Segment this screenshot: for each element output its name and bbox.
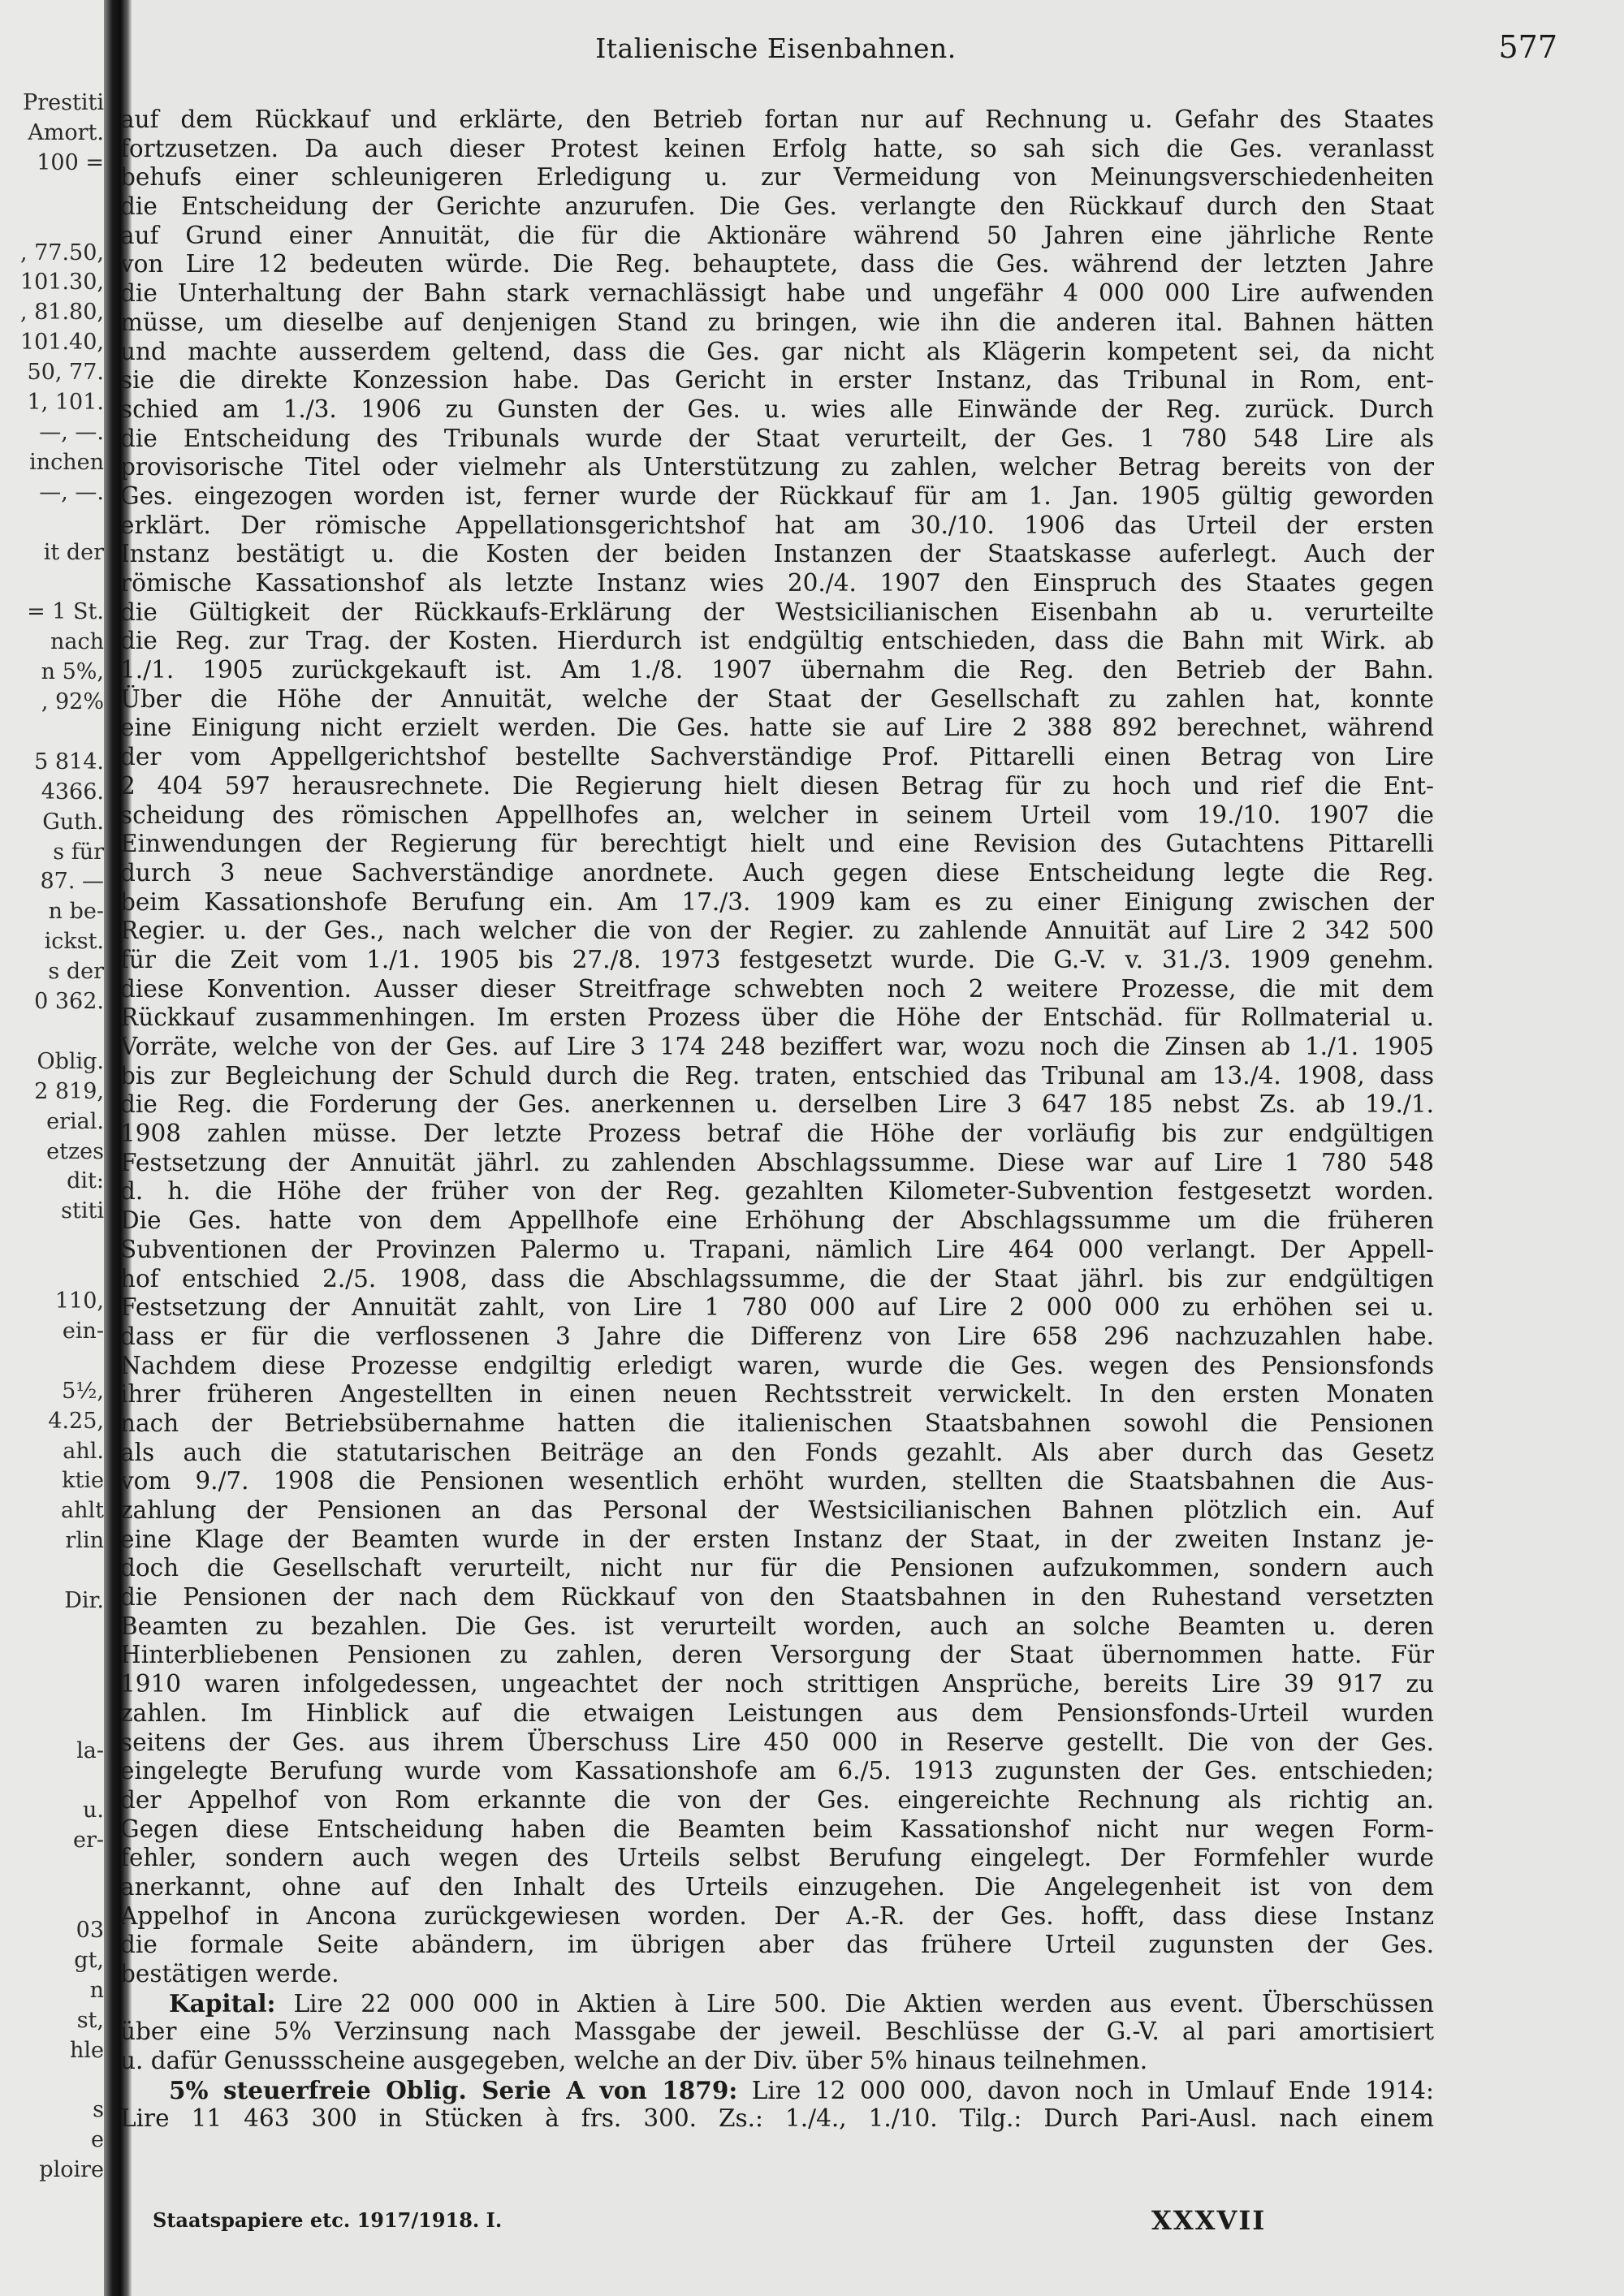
kapital-line (120, 1989, 1434, 2018)
body-text-line: behufs einer schleunigeren Erledigung u. zur Vermeidung von Meinungsverschiedenheiten (120, 163, 1434, 192)
body-text-line: 1908 zahlen müsse. Der letzte Prozess betraf die Höhe der vorläufig bis zur endgültigen (120, 1120, 1434, 1148)
strip-text-line: e (91, 2127, 104, 2153)
strip-text-line: erial. (46, 1108, 104, 1134)
body-text-line: 2 404 597 herausrechnete. Die Regierung hielt diesen Betrag für zu hoch und rief die Ent- (120, 771, 1434, 800)
body-text-line: der vom Appellgerichtshof bestellte Sachverständige Prof. Pittarelli einen Betrag von Lire (120, 743, 1434, 771)
body-text-line: hof entschied 2./5. 1908, dass die Abschlagssumme, die der Staat jährl. bis zur endgültigen (120, 1264, 1434, 1293)
strip-text-line: 5 814. (34, 749, 104, 775)
body-text-line: Rückkauf zusammenhingen. Im ersten Prozess über die Höhe der Entschäd. für Rollmaterial u. (120, 1003, 1434, 1032)
body-text-line: provisorische Titel oder vielmehr als Unterstützung zu zahlen, welcher Betrag bereits von der (120, 453, 1434, 481)
body-text-line: eine Einigung nicht erzielt werden. Die Ges. hatte sie auf Lire 2 388 892 berechnet, während (120, 714, 1434, 742)
page-footer (153, 2205, 1436, 2241)
body-text-line: anerkannt, ohne auf den Inhalt des Urteils einzugehen. Die Angelegenheit ist von dem (120, 1872, 1434, 1901)
body-text-line: die Unterhaltung der Bahn stark vernachlässigt habe und ungefähr 4 000 000 Lire aufwenden (120, 279, 1434, 308)
body-text-line: die formale Seite abändern, im übrigen aber das frühere Urteil zugunsten der Ges. (120, 1931, 1434, 1959)
strip-text-line: 50, 77. (27, 360, 104, 386)
strip-text-line: inchen (29, 449, 104, 475)
strip-text-line: u. (83, 1798, 104, 1823)
strip-text-line: s der (48, 959, 104, 985)
strip-text-line: 5½, (62, 1378, 104, 1404)
running-head: Italienische Eisenbahnen. (595, 32, 957, 64)
kapital-text-1: Lire 22 000 000 in Aktien à Lire 500. Die Aktien werden aus event. Überschüssen (293, 1989, 1434, 2018)
body-text-line: schied am 1./3. 1906 zu Gunsten der Ges. u. wies alle Einwände der Reg. zurück. Durch (120, 395, 1434, 423)
body-text-line: auf Grund einer Annuität, die für die Aktionäre während 50 Jahren eine jährliche Rente (120, 221, 1434, 249)
strip-text-line: ein- (62, 1318, 104, 1344)
body-text-line: Beamten zu bezahlen. Die Ges. ist verurteilt worden, auch an solche Beamten u. deren (120, 1612, 1434, 1640)
body-text-line: Vorräte, welche von der Ges. auf Lire 3 174 248 beziffert war, wozu noch die Zinsen ab 1./1. 1905 (120, 1033, 1434, 1060)
body-text-line: als auch die statutarischen Beiträge an den Fonds gezahlt. Als aber durch das Gesetz (120, 1438, 1434, 1466)
body-text-line: von Lire 12 bedeuten würde. Die Reg. behauptete, dass die Ges. während der letzten Jahre (120, 250, 1434, 278)
body-text-line: seitens der Ges. aus ihrem Überschuss Lire 450 000 in Reserve gestellt. Die von der Ges. (120, 1728, 1434, 1756)
strip-text-line: ahl. (63, 1438, 104, 1464)
body-text-line: nach der Betriebsübernahme hatten die italienischen Staatsbahnen sowohl die Pensionen (120, 1409, 1434, 1437)
body-text-line: diese Konvention. Ausser dieser Streitfrage schwebten noch 2 weitere Prozesse, die mit dem (120, 974, 1434, 1003)
body-text-line: dass er für die verflossenen 3 Jahre die Differenz von Lire 658 296 nachzuzahlen habe. (120, 1322, 1434, 1350)
body-text-line: durch 3 neue Sachverständige anordnete. Auch gegen diese Entscheidung legte die Reg. (120, 858, 1434, 887)
strip-text-line: Guth. (42, 809, 104, 835)
body-text-line: Nachdem diese Prozesse endgiltig erledigt waren, wurde die Ges. wegen des Pensionsfonds (120, 1351, 1434, 1379)
kapital-line: u. dafür Genussscheine ausgegeben, welche an der Div. über 5% hinaus teilnehmen. (120, 2047, 1148, 2075)
body-text-line: die Pensionen der nach dem Rückkauf von den Staatsbahnen in den Ruhestand versetzten (120, 1583, 1434, 1612)
body-text-line: der Appelhof von Rom erkannte die von der Ges. eingereichte Rechnung als richtig an. (120, 1785, 1434, 1814)
body-text-line: bis zur Begleichung der Schuld durch die Reg. traten, entschied das Tribunal am 13./4. 1908, dass (120, 1061, 1434, 1090)
body-text-line: eingelegte Berufung wurde vom Kassationshofe am 6./5. 1913 zugunsten der Ges. entschieden; (120, 1757, 1434, 1785)
kapital-label: Kapital: (169, 1988, 276, 2018)
strip-text-line: gt, (74, 1947, 104, 1973)
strip-text-line: stiti (61, 1198, 104, 1224)
body-text-line: Appelhof in Ancona zurückgewiesen worden. Der A.-R. der Ges. hofft, dass diese Instanz (120, 1901, 1434, 1930)
strip-text-line: ahlt (61, 1498, 104, 1524)
body-text-line: Einwendungen der Regierung für berechtigt hielt und eine Revision des Gutachtens Pittarelli (120, 830, 1434, 858)
body-text-line: bestätigen werde. (120, 1960, 339, 1987)
body-text-line: und machte ausserdem geltend, dass die Ges. gar nicht als Klägerin kompetent sei, da nicht (120, 337, 1434, 365)
strip-text-line: n 5%, (41, 659, 104, 685)
obligation-label: 5% steuerfreie Oblig. Serie A von 1879: (169, 2075, 738, 2104)
strip-text-line: —, —. (39, 419, 104, 445)
strip-text-line: 4.25, (48, 1408, 104, 1434)
strip-text-line: ickst. (44, 929, 104, 955)
footer-signature: Staatspapiere etc. 1917/1918. I. (153, 2208, 503, 2232)
body-text-line: vom 9./7. 1908 die Pensionen wesentlich erhöht wurden, stellten die Staatsbahnen die Aus- (120, 1467, 1434, 1495)
strip-text-line: 101.30, (19, 270, 104, 296)
strip-text-line: hle (69, 2037, 104, 2063)
body-text-line: sie die direkte Konzession habe. Das Gericht in erster Instanz, das Tribunal in Rom, ent- (120, 366, 1434, 395)
strip-text-line: n (89, 1977, 104, 2003)
strip-text-line: , 81.80, (19, 300, 104, 326)
strip-text-line: ktie (62, 1468, 104, 1494)
body-text-line: zahlen. Im Hinblick auf die etwaigen Leistungen aus dem Pensionsfonds-Urteil wurden (120, 1698, 1434, 1727)
body-text-line: Hinterbliebenen Pensionen zu zahlen, deren Versorgung der Staat übernommen hatte. Für (120, 1641, 1434, 1669)
body-text-line: Über die Höhe der Annuität, welche der Staat der Gesellschaft zu zahlen hat, konnte (120, 684, 1434, 713)
obligation-line (120, 2076, 1434, 2105)
strip-text-line: Dir. (64, 1588, 104, 1613)
strip-text-line: 100 = (37, 149, 104, 175)
body-text-line: zahlung der Pensionen an das Personal der Westsicilianischen Bahnen plötzlich ein. Auf (120, 1496, 1434, 1524)
strip-text-line: , 92% (41, 689, 104, 714)
body-text-line: die Entscheidung des Tribunals wurde der Staat verurteilt, der Ges. 1 780 548 Lire als (120, 424, 1434, 452)
body-text-line: Festsetzung der Annuität zahlt, von Lire 1 780 000 auf Lire 2 000 000 zu erhöhen sei u. (120, 1293, 1434, 1322)
strip-text-line: Prestiti (23, 90, 104, 115)
obligation-text-1: Lire 12 000 000, davon noch in Umlauf Ende 1914: (751, 2076, 1434, 2104)
sheet-number: XXXVII (1151, 2205, 1267, 2236)
body-text-line: d. h. die Höhe der früher von der Reg. gezahlten Kilometer-Subvention festgesetzt worden. (120, 1177, 1434, 1206)
body-text-line: müsse, um dieselbe auf denjenigen Stand zu bringen, wie ihn die anderen ital. Bahnen hätten (120, 308, 1434, 336)
strip-text-line: = 1 St. (27, 599, 104, 625)
strip-text-line: n be- (48, 899, 104, 925)
strip-text-line: ploire (39, 2157, 104, 2183)
strip-text-line: rlin (65, 1528, 104, 1554)
strip-text-line: 2 819, (34, 1078, 104, 1104)
body-text-line: 1910 waren infolgedessen, ungeachtet der noch strittigen Ansprüche, bereits Lire 39 917 zu (120, 1670, 1434, 1698)
strip-text-line: er- (72, 1828, 104, 1854)
strip-text-line: , 77.50, (19, 240, 104, 265)
body-text-line: die Entscheidung der Gerichte anzurufen. Die Ges. verlangte den Rückkauf durch den Staat (120, 192, 1434, 221)
body-text-line: erklärt. Der römische Appellationsgerichtshof hat am 30./10. 1906 das Urteil der ersten (120, 511, 1434, 539)
page-content (120, 0, 1606, 2296)
body-text (120, 106, 1434, 2134)
body-text-line: Subventionen der Provinzen Palermo u. Trapani, nämlich Lire 464 000 verlangt. Der Appell- (120, 1235, 1434, 1263)
strip-text-line: 101.40, (19, 330, 104, 356)
page-number: 577 (1498, 29, 1557, 65)
strip-text-line: 0 362. (34, 989, 104, 1014)
body-text-line: Ges. eingezogen worden ist, ferner wurde der Rückkauf für am 1. Jan. 1905 gültig geworden (120, 481, 1434, 510)
body-text-line: fehler, sondern auch wegen des Urteils selbst Berufung eingelegt. Der Formfehler wurde (120, 1844, 1434, 1872)
strip-text-line: 4366. (41, 779, 104, 805)
body-text-line: scheidung des römischen Appellhofes an, welcher in seinem Urteil vom 19./10. 1907 die (120, 801, 1434, 829)
body-text-line: Die Ges. hatte von dem Appellhofe eine Erhöhung der Abschlagssumme um die früheren (120, 1206, 1434, 1235)
body-text-line: 1./1. 1905 zurückgekauft ist. Am 1./8. 1907 übernahm die Reg. den Betrieb der Bahn. (120, 656, 1434, 684)
body-text-line: die Gültigkeit der Rückkaufs-Erklärung der Westsicilianischen Eisenbahn ab u. verurteilte (120, 598, 1434, 626)
body-text-line: fortzusetzen. Da auch dieser Protest keinen Erfolg hatte, so sah sich die Ges. veranlasst (120, 134, 1434, 162)
body-text-line: Instanz bestätigt u. die Kosten der beiden Instanzen der Staatskasse auferlegt. Auch der (120, 540, 1434, 568)
strip-text-line: Amort. (28, 119, 104, 145)
strip-text-line: nach (50, 629, 104, 655)
body-text-line: ihrer früheren Angestellten in einen neuen Rechtsstreit verwickelt. In den ersten Monaten (120, 1380, 1434, 1409)
body-text-line: für die Zeit vom 1./1. 1905 bis 27./8. 1973 festgesetzt wurde. Die G.-V. v. 31./3. 1909 genehm. (120, 945, 1434, 973)
body-text-line: beim Kassationshofe Berufung ein. Am 17./3. 1909 kam es zu einer Einigung zwischen der (120, 887, 1434, 916)
body-text-line: auf dem Rückkauf und erklärte, den Betrieb fortan nur auf Rechnung u. Gefahr des Staates (120, 106, 1434, 133)
body-text-line: römische Kassationshof als letzte Instanz wies 20./4. 1907 den Einspruch des Staates gegen (120, 569, 1434, 597)
adjacent-page-strip (0, 0, 104, 2296)
kapital-line: über eine 5% Verzinsung nach Massgabe der jeweil. Beschlüsse der G.-V. al pari amortisiert (120, 2018, 1434, 2046)
body-text-line: doch die Gesellschaft verurteilt, nicht nur für die Pensionen aufzukommen, sondern auch (120, 1554, 1434, 1582)
strip-text-line: 03 (76, 1917, 104, 1943)
strip-text-line: la- (76, 1737, 104, 1763)
body-text-line: eine Klage der Beamten wurde in der ersten Instanz der Staat, in der zweiten Instanz je- (120, 1525, 1434, 1553)
obligation-line: Lire 11 463 300 in Stücken à frs. 300. Zs.: 1./4., 1./10. Tilg.: Durch Pari-Ausl. nach einem (120, 2104, 1434, 2133)
strip-text-line: s für (53, 839, 104, 865)
body-text-line: Gegen diese Entscheidung haben die Beamten beim Kassationshof nicht nur wegen Form- (120, 1815, 1434, 1843)
strip-text-line: 110, (54, 1288, 104, 1314)
strip-text-line: 1, 101. (27, 390, 104, 415)
body-text-line: Festsetzung der Annuität jährl. zu zahlenden Abschlagssumme. Diese war auf Lire 1 780 548 (120, 1148, 1434, 1176)
strip-text-line: dit: (67, 1168, 104, 1194)
strip-text-line: it der (43, 539, 104, 565)
body-text-line: die Reg. zur Trag. der Kosten. Hierdurch ist endgültig entschieden, dass die Bahn mit Wirk. ab (120, 627, 1434, 655)
body-text-line: die Reg. die Forderung der Ges. anerkennen u. derselben Lire 3 647 185 nebst Zs. ab 19./1. (120, 1090, 1434, 1119)
body-text-line: Regier. u. der Ges., nach welcher die von der Regier. zu zahlende Annuität auf Lire 2 342 500 (120, 917, 1434, 945)
body-paragraph (120, 106, 1434, 1989)
strip-text-line: s (93, 2097, 104, 2123)
strip-text-line: Oblig. (37, 1048, 104, 1074)
strip-text-line: etzes (46, 1138, 104, 1164)
strip-text-line: 87. — (40, 869, 104, 895)
strip-text-line: st, (76, 2007, 104, 2033)
strip-text-line: —, —. (39, 479, 104, 505)
